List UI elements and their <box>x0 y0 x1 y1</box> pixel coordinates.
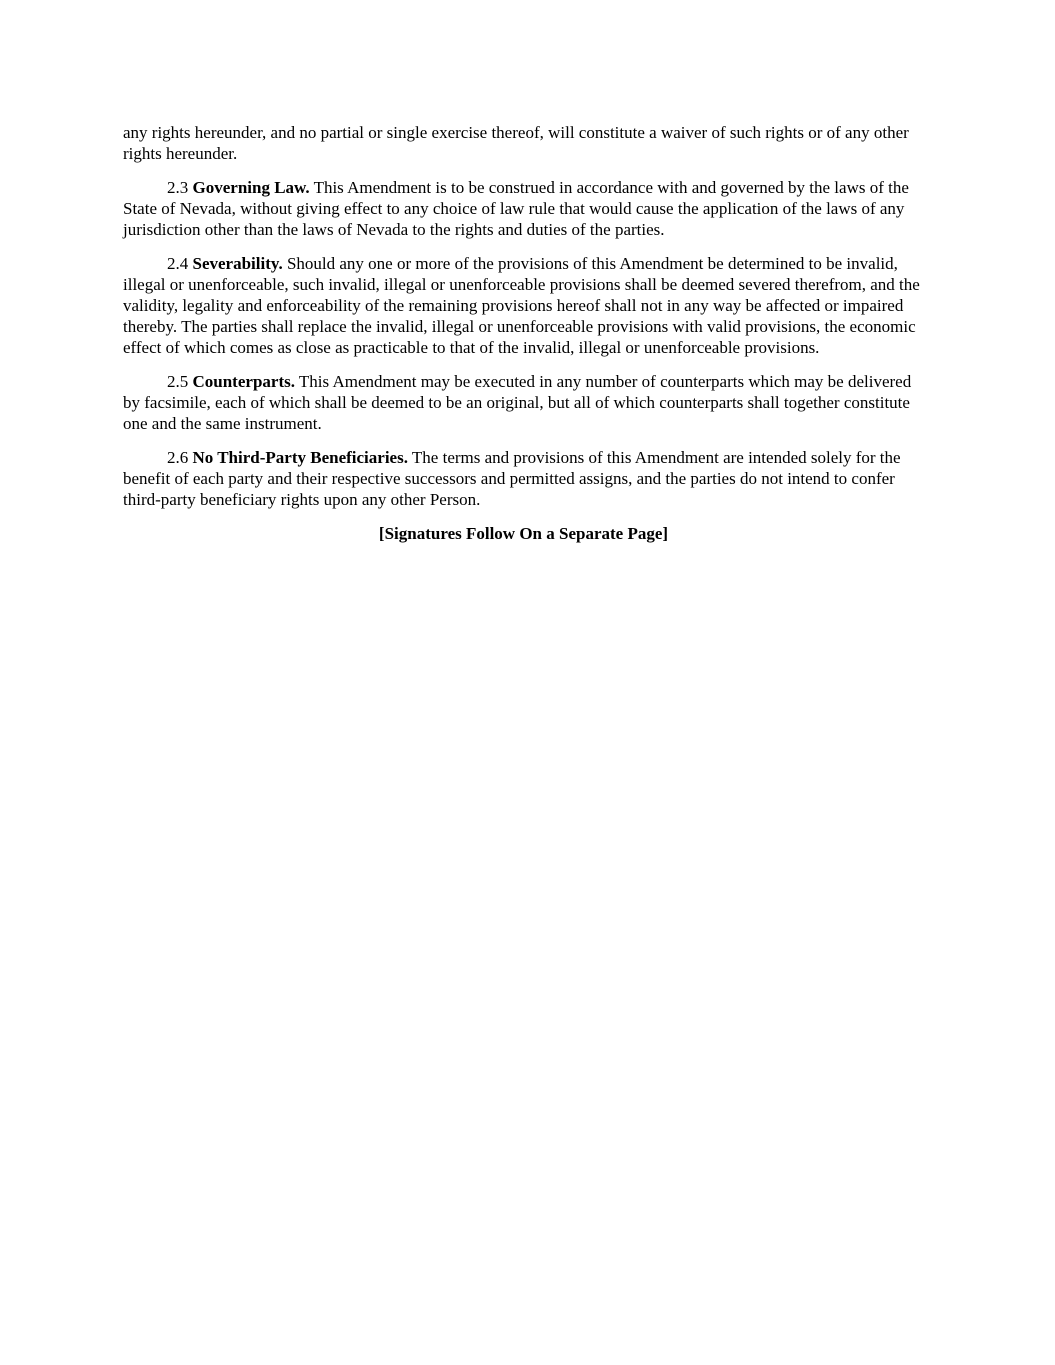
continuation-text: any rights hereunder, and no partial or single exercise thereof, will constitute a waiver of such rights or of any other rights hereunder. <box>123 123 909 163</box>
section-severability <box>123 253 924 358</box>
section-counterparts <box>123 371 924 434</box>
document-body <box>123 122 924 557</box>
section-heading: Severability. <box>192 254 283 273</box>
section-heading: No Third-Party Beneficiaries. <box>192 448 408 467</box>
section-heading: Counterparts. <box>192 372 295 391</box>
section-number: 2.3 <box>167 178 189 197</box>
paragraph-continuation <box>123 122 924 164</box>
section-heading: Governing Law. <box>192 178 310 197</box>
signature-notice: [Signatures Follow On a Separate Page] <box>378 524 669 543</box>
section-text: This Amendment is to be construed in accordance with and governed by the laws of the State of Nevada, without giving effect to any choice of law rule that would cause the application of the laws of any jurisdiction other than the laws of Nevada to the rights and duties of the parties. <box>123 178 909 239</box>
section-governing-law <box>123 177 924 240</box>
section-number: 2.5 <box>167 372 189 391</box>
section-no-third-party-beneficiaries <box>123 447 924 510</box>
section-number: 2.6 <box>167 448 189 467</box>
section-text: Should any one or more of the provisions of this Amendment be determined to be invalid, illegal or unenforceable, such invalid, illegal or unenforceable provisions shall be deemed severed therefrom, and the validity, legality and enforceability of the remaining provisions hereof shall not in any way be affected or impaired thereby. The parties shall replace the invalid, illegal or unenforceable provisions with valid provisions, the economic effect of which comes as close as practicable to that of the invalid, illegal or unenforceable provisions. <box>123 254 920 357</box>
section-text: This Amendment may be executed in any number of counterparts which may be delivered by facsimile, each of which shall be deemed to be an original, but all of which counterparts shall together constitute one and the same instrument. <box>123 372 912 433</box>
section-text: The terms and provisions of this Amendment are intended solely for the benefit of each party and their respective successors and permitted assigns, and the parties do not intend to confer third-party beneficiary rights upon any other Person. <box>123 448 901 509</box>
section-number: 2.4 <box>167 254 189 273</box>
